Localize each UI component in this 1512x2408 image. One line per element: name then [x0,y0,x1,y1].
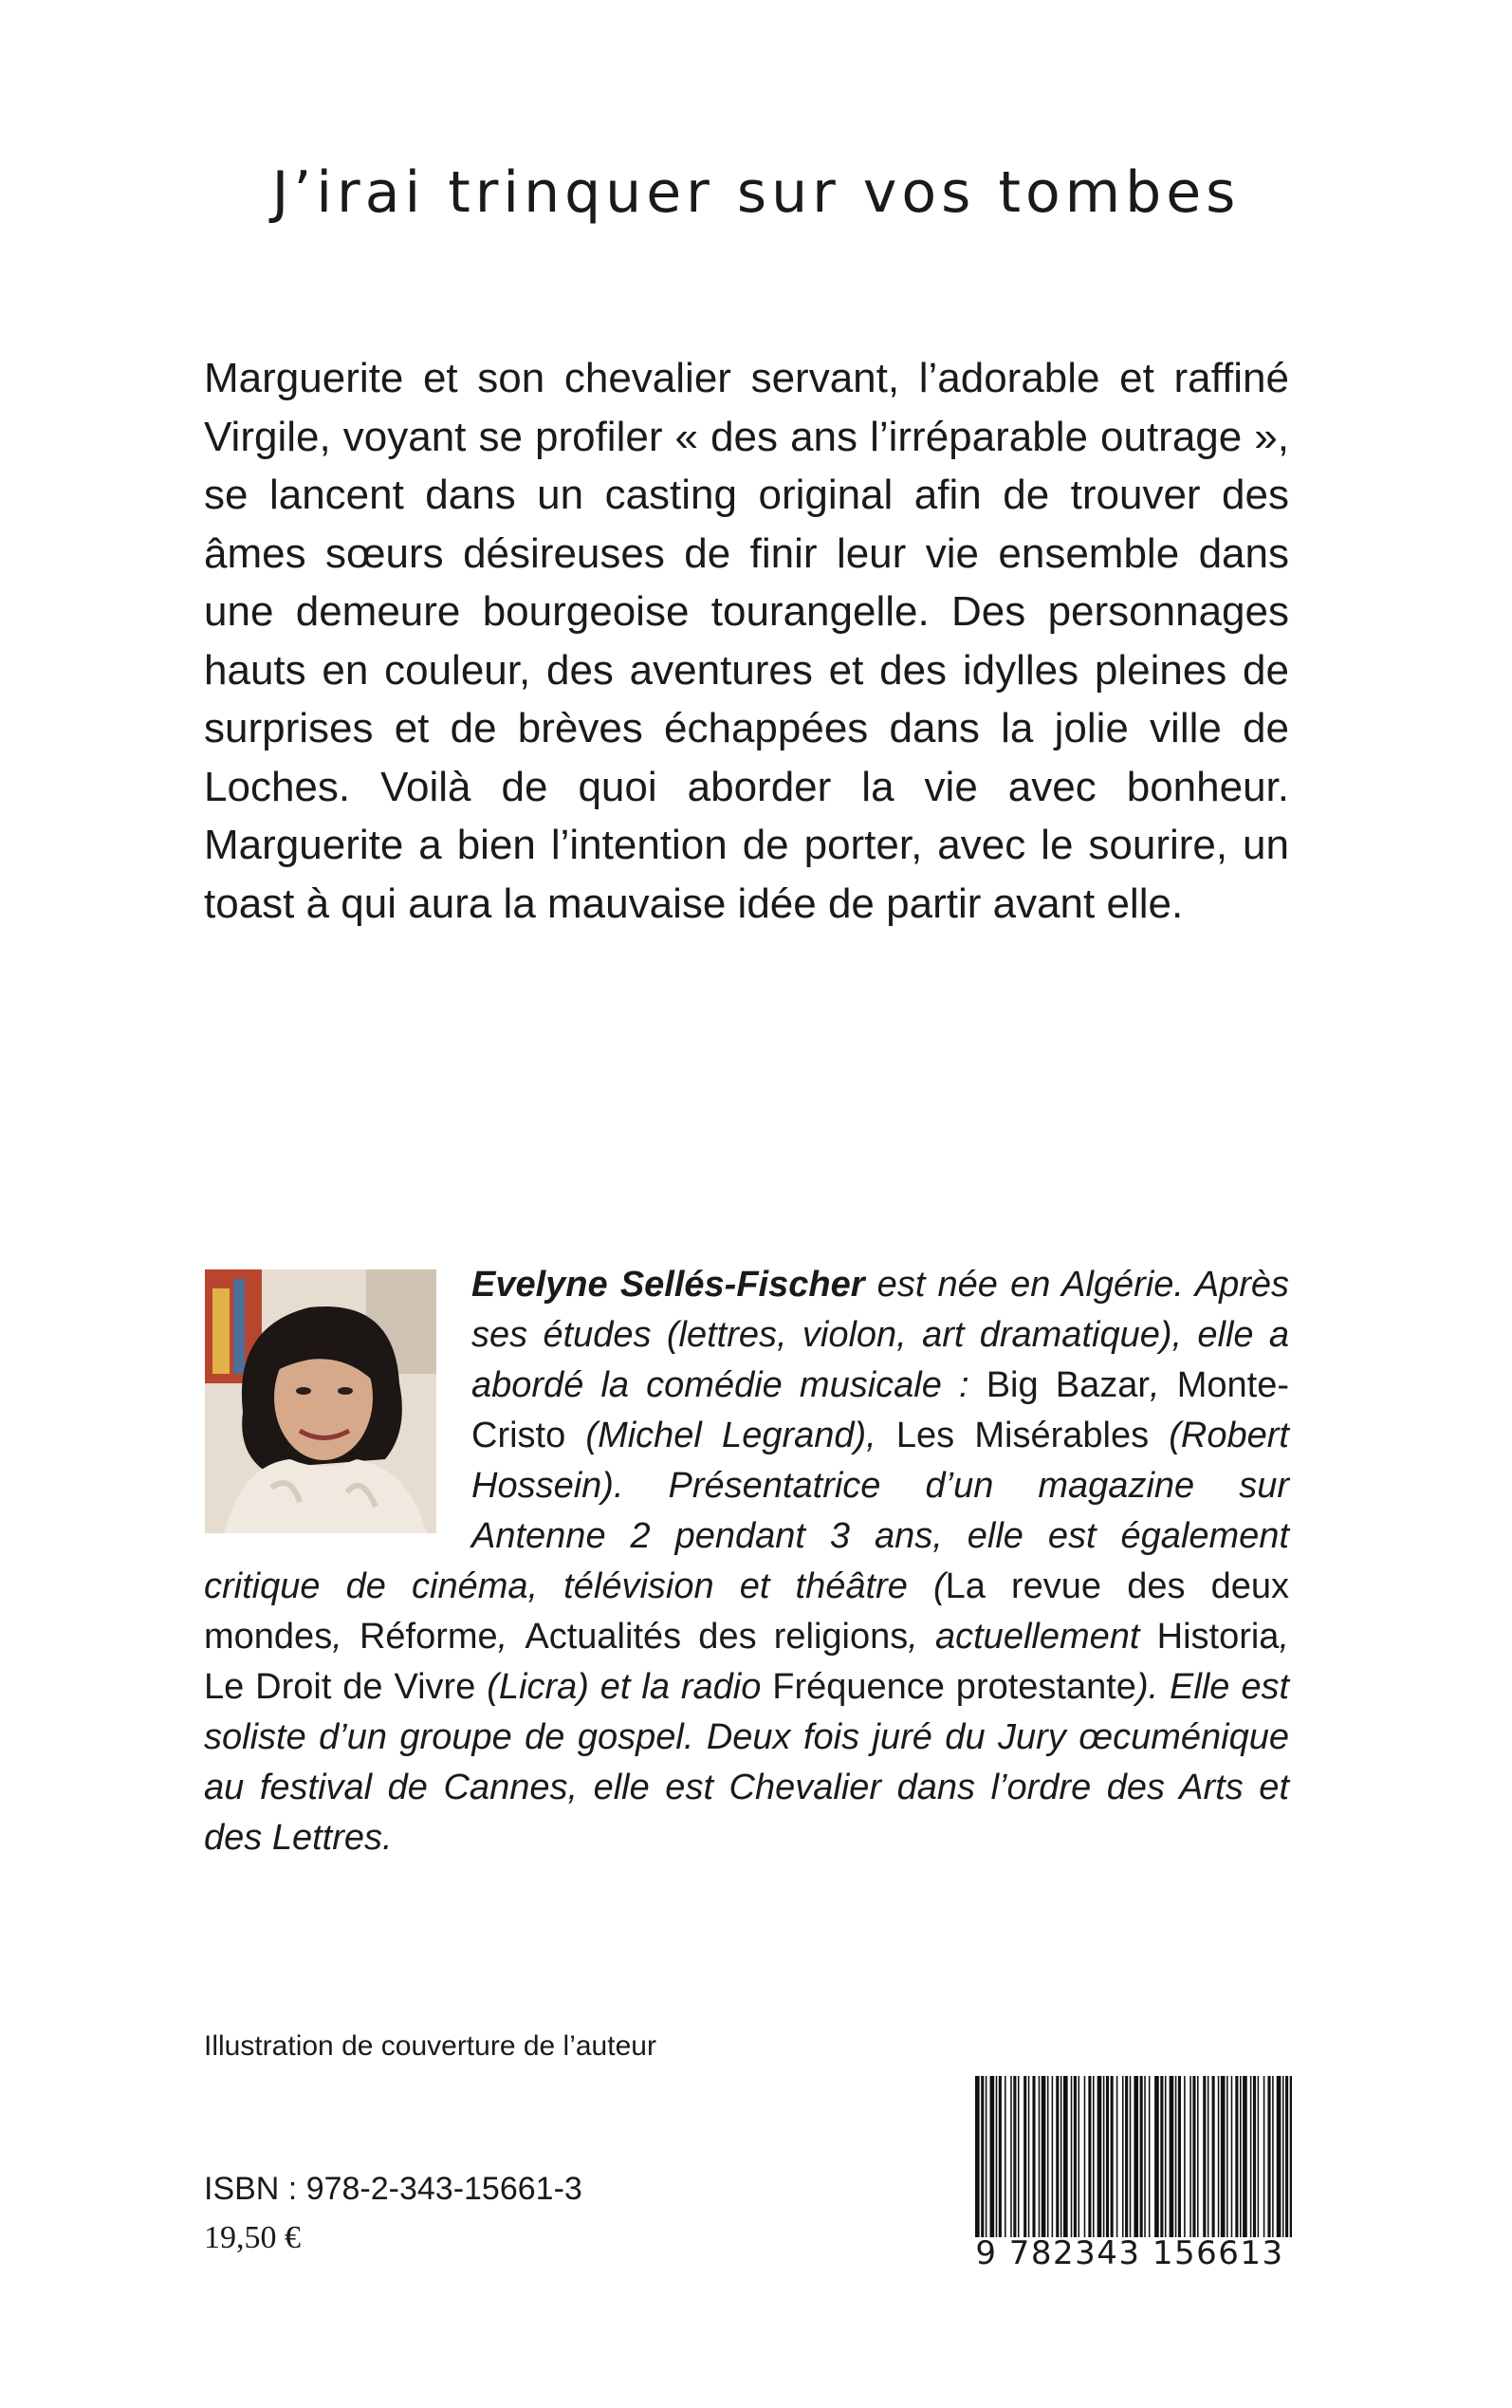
barcode-bar [1231,2076,1233,2237]
barcode-bar [1013,2076,1016,2237]
barcode-bar [986,2076,987,2237]
barcode-bar [1258,2076,1260,2237]
barcode-bar [1028,2076,1030,2237]
bio-text-5: (Licra) et la radio [475,1667,773,1707]
barcode-bar [1160,2076,1163,2237]
barcode-bar [1226,2076,1228,2237]
barcode-bar [1267,2076,1270,2237]
barcode-bar [975,2076,980,2237]
book-title: J’irai trinquer sur vos tombes [271,159,1241,226]
back-cover-blurb: Marguerite et son chevalier servant, l’adorable et raffiné Virgile, voyant se profiler « des ans l’irréparable outrage », se lancent dans un casting original afin de trouver des âmes sœurs désireuses de finir leur vie ensemble dans une demeure bourgeoise tourangelle. Des personnages hauts en couleur, des aventures et des idylles pleines de surprises et de brèves échappées dans la jolie ville de Loches. Voilà de quoi aborder la vie avec bonheur. Marguerite a bien l’intention de porter, avec le sourire, un toast à qui aura la mauvaise idée de partir avant elle. [204,355,1289,927]
barcode-bar [1032,2076,1035,2237]
barcode-bar [1130,2076,1132,2237]
bio-sep-3: , [497,1617,526,1657]
barcode-bar [1149,2076,1151,2237]
barcode-bar [1154,2076,1159,2237]
barcode-bar [1165,2076,1167,2237]
bio-text-2: (Michel Legrand), [565,1416,896,1455]
barcode-bar [1189,2076,1191,2237]
barcode-bar [1170,2076,1174,2237]
isbn: ISBN : 978-2-343-15661-3 [204,2171,582,2207]
bio-show-2: Monte-Cristo [471,1365,1289,1455]
bio-pub-3: Actualités des religions [525,1617,909,1657]
bio-pub-2: Réforme [359,1617,498,1657]
bio-pub-5: Le Droit de Vivre [204,1667,476,1707]
barcode-bar [1103,2076,1105,2237]
barcode-bar [1111,2076,1114,2237]
barcode-bar [1212,2076,1215,2237]
barcode-bar [1134,2076,1138,2237]
barcode-bar [1218,2076,1220,2237]
barcode-bar [1144,2076,1146,2237]
barcode-bar [1005,2076,1006,2237]
barcode-bar [1047,2076,1049,2237]
barcode-bar [1052,2076,1054,2237]
barcode-bar [1079,2076,1080,2237]
barcode-bar [1125,2076,1128,2237]
barcode [975,2076,1292,2237]
barcode-bar [1010,2076,1012,2237]
price: 19,50 € [204,2220,301,2255]
author-name: Evelyne Sellés-Fischer [471,1265,865,1305]
bio-text-4: , actuellement [908,1617,1157,1657]
barcode-bar [1192,2076,1195,2237]
barcode-bar [1063,2076,1068,2237]
barcode-bar [1184,2076,1186,2237]
barcode-bar [1221,2076,1226,2237]
barcode-bar [1023,2076,1026,2237]
barcode-bar [1018,2076,1020,2237]
bio-sep-1: , [1150,1365,1177,1405]
barcode-bar [1140,2076,1143,2237]
barcode-bar [1088,2076,1091,2237]
author-biography [204,1260,1289,1863]
barcode-bar [1093,2076,1095,2237]
barcode-bar [1042,2076,1046,2237]
barcode-bar [1263,2076,1265,2237]
barcode-bar [1106,2076,1109,2237]
barcode-bar [1074,2076,1077,2237]
barcode-bar [1097,2076,1102,2237]
barcode-bar [1240,2076,1242,2237]
barcode-bar [1203,2076,1206,2237]
barcode-bar [1084,2076,1086,2237]
barcode-bar [1175,2076,1177,2237]
barcode-bar [1056,2076,1059,2237]
barcode-bar [1039,2076,1041,2237]
barcode-bar [1208,2076,1209,2237]
bio-pub-1: La revue des deux mondes [204,1566,1289,1657]
barcode-bar [1060,2076,1062,2237]
bio-sep-2: , [332,1617,360,1657]
photo-space [204,1260,471,1545]
barcode-bar [1243,2076,1247,2237]
barcode-bar [1235,2076,1238,2237]
barcode-bar [1197,2076,1199,2237]
bio-show-1: Big Bazar [986,1365,1151,1405]
barcode-bar [990,2076,995,2237]
barcode-bar [1277,2076,1282,2237]
bio-pub-6: Fréquence protestante [772,1667,1136,1707]
barcode-digits: 9 782343 156613 [975,2234,1284,2272]
bio-text-6: ). Elle est soliste d’un groupe de gospel. Deux fois juré du Jury œcuménique au festival de Cannes, elle est Chevalier dans l’ordre des Arts et des Lettres. [204,1667,1290,1858]
bio-text-1: est née en Algérie. Après ses études (lettres, violon, art dramatique), elle a abordé la comédie musicale : [471,1265,1289,1405]
bio-show-3: Les Misérables [895,1416,1150,1455]
barcode-bar [1272,2076,1274,2237]
bio-text-3: (Robert Hossein). Présentatrice d’un magazine sur Antenne 2 pendant 3 ans, elle est également critique de cinéma, télévision et théâtre ( [204,1416,1289,1606]
bio-sep-4: , [1279,1617,1289,1657]
bio-pub-4: Historia [1156,1617,1280,1657]
barcode-bar [1253,2076,1256,2237]
barcode-bar [1282,2076,1284,2237]
cover-illustration-credit: Illustration de couverture de l’auteur [204,2030,656,2062]
barcode-bar [1178,2076,1181,2237]
barcode-bar [999,2076,1002,2237]
barcode-bar [981,2076,984,2237]
barcode-bar [996,2076,998,2237]
barcode-bar [1290,2076,1292,2237]
barcode-bar [1116,2076,1118,2237]
barcode-bar [1285,2076,1288,2237]
barcode-bar [1250,2076,1252,2237]
barcode-bar [1122,2076,1124,2237]
barcode-bar [1071,2076,1073,2237]
